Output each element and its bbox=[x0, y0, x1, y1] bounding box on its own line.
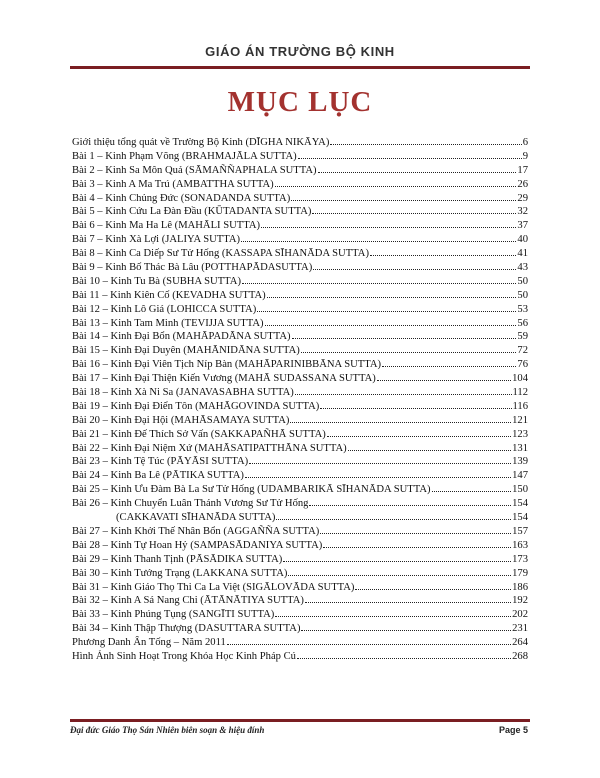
toc-leader-dots bbox=[323, 538, 511, 548]
toc-entry-title: Bài 1 – Kinh Phạm Võng (BRAHMAJĀLA SUTTA) bbox=[72, 150, 297, 162]
toc-entry-page: 116 bbox=[512, 400, 528, 412]
toc-entry-title: Bài 30 – Kinh Tướng Trạng (LAKKANA SUTTA) bbox=[72, 567, 288, 579]
toc-leader-dots bbox=[267, 288, 517, 298]
toc-entry-page: 9 bbox=[522, 150, 528, 162]
toc-entry-title: Bài 31 – Kinh Giáo Thọ Thi Ca La Việt (SIGĀLOVĀDA SUTTA) bbox=[72, 581, 355, 593]
toc-entry[interactable] bbox=[72, 274, 528, 288]
toc-entry-page: 173 bbox=[512, 553, 528, 565]
toc-entry-page: 231 bbox=[512, 623, 528, 635]
toc-leader-dots bbox=[330, 135, 521, 145]
page-number: Page 5 bbox=[498, 725, 528, 735]
toc-entry[interactable] bbox=[72, 482, 528, 496]
toc-entry-title: Bài 10 – Kinh Tu Bà (SUBHA SUTTA) bbox=[72, 275, 241, 287]
toc-entry-page: 163 bbox=[512, 539, 528, 551]
toc-leader-dots bbox=[276, 510, 511, 520]
toc-entry[interactable] bbox=[72, 329, 528, 343]
toc-entry[interactable] bbox=[72, 496, 528, 510]
toc-entry[interactable] bbox=[72, 468, 528, 482]
toc-entry-title: Bài 23 – Kinh Tệ Túc (PĀYĀSI SUTTA) bbox=[72, 456, 249, 468]
toc-entry[interactable] bbox=[72, 191, 528, 205]
toc-leader-dots bbox=[301, 343, 517, 353]
toc-entry[interactable] bbox=[72, 135, 528, 149]
toc-entry[interactable] bbox=[72, 260, 528, 274]
toc-leader-dots bbox=[283, 552, 511, 562]
toc-entry[interactable] bbox=[72, 566, 528, 580]
toc-entry-page: 157 bbox=[512, 525, 528, 537]
toc-entry[interactable] bbox=[72, 538, 528, 552]
toc-entry-page: 268 bbox=[512, 650, 528, 662]
toc-leader-dots bbox=[257, 302, 516, 312]
toc-entry-page: 37 bbox=[517, 220, 528, 232]
toc-entry-page: 264 bbox=[512, 637, 528, 649]
toc-entry-title: Phương Danh Ấn Tống – Năm 2011 bbox=[72, 637, 226, 649]
toc-leader-dots bbox=[275, 177, 517, 187]
toc-entry-page: 6 bbox=[522, 137, 528, 148]
toc-entry[interactable] bbox=[72, 288, 528, 302]
toc-entry-title: Bài 25 – Kinh Ưu Đàm Bà La Sư Tử Hống (UDAMBARIKĀ SĪHANĀDA SUTTA) bbox=[72, 484, 431, 496]
toc-leader-dots bbox=[297, 649, 511, 659]
toc-entry[interactable] bbox=[72, 621, 528, 635]
footer-author: Đại đức Giáo Thọ Sán Nhiên biên soạn & hiệu đính bbox=[70, 725, 265, 735]
toc-entry[interactable] bbox=[72, 607, 528, 621]
toc-entry-title: Bài 33 – Kinh Phúng Tụng (SANGĪTI SUTTA) bbox=[72, 609, 275, 621]
toc-entry[interactable] bbox=[72, 454, 528, 468]
toc-leader-dots bbox=[242, 274, 516, 284]
toc-entry-page: 154 bbox=[512, 512, 528, 524]
toc-leader-dots bbox=[348, 441, 511, 451]
toc-entry[interactable] bbox=[72, 399, 528, 413]
toc-leader-dots bbox=[313, 260, 516, 270]
toc-leader-dots bbox=[295, 385, 512, 395]
toc-heading: MỤC LỤC bbox=[227, 86, 373, 118]
toc-entry-title: Bài 29 – Kinh Thanh Tịnh (PĀSĀDIKA SUTTA) bbox=[72, 553, 283, 565]
toc-entry[interactable] bbox=[72, 552, 528, 566]
toc-entry-title: Bài 17 – Kinh Đại Thiện Kiến Vương (MAHĀ SUDASSANA SUTTA) bbox=[72, 373, 376, 385]
toc-leader-dots bbox=[241, 232, 516, 242]
toc-entry[interactable] bbox=[72, 510, 528, 524]
toc-entry-title: Bài 18 – Kinh Xà Ni Sa (JANAVASABHA SUTTA) bbox=[72, 387, 294, 399]
toc-entry-page: 121 bbox=[512, 414, 528, 426]
toc-entry[interactable] bbox=[72, 524, 528, 538]
toc-leader-dots bbox=[432, 482, 512, 492]
toc-entry[interactable] bbox=[72, 427, 528, 441]
toc-entry[interactable] bbox=[72, 649, 528, 663]
toc-entry-page: 131 bbox=[512, 442, 528, 454]
toc-entry-title: Bài 16 – Kinh Đại Viên Tịch Níp Bàn (MAHĀPARINIBBĀNA SUTTA) bbox=[72, 359, 382, 371]
toc-leader-dots bbox=[227, 635, 511, 645]
toc-entry-page: 26 bbox=[517, 178, 528, 190]
toc-entry-page: 29 bbox=[517, 192, 528, 204]
toc-entry-title: Bài 27 – Kinh Khởi Thế Nhân Bổn (AGGAÑÑA SUTTA) bbox=[72, 525, 320, 537]
toc-entry[interactable] bbox=[72, 316, 528, 330]
toc-entry-title: Bài 13 – Kinh Tam Minh (TEVIJJA SUTTA) bbox=[72, 317, 264, 329]
toc-entry[interactable] bbox=[72, 413, 528, 427]
toc-leader-dots bbox=[377, 371, 511, 381]
toc-entry-title: Bài 9 – Kinh Bố Thác Bà Lâu (POTTHAPĀDASUTTA) bbox=[72, 262, 313, 274]
toc-entry-page: 76 bbox=[517, 359, 528, 371]
toc-entry-title: Bài 21 – Kinh Đế Thích Sở Vấn (SAKKAPAÑHĀ SUTTA) bbox=[72, 428, 326, 440]
toc-entry-title: Bài 6 – Kinh Ma Ha Lê (MAHĀLI SUTTA) bbox=[72, 220, 261, 232]
toc-entry-page: 123 bbox=[512, 428, 528, 440]
toc-entry[interactable] bbox=[72, 635, 528, 649]
footer-divider bbox=[70, 719, 530, 722]
toc-leader-dots bbox=[290, 413, 511, 423]
toc-leader-dots bbox=[370, 246, 516, 256]
toc-entry-page: 72 bbox=[517, 345, 528, 357]
toc-leader-dots bbox=[275, 607, 511, 617]
toc-leader-dots bbox=[382, 357, 516, 367]
toc-leader-dots bbox=[312, 204, 516, 214]
toc-entry[interactable] bbox=[72, 593, 528, 607]
toc-entry-page: 112 bbox=[512, 387, 528, 399]
toc-entry-title: Bài 7 – Kinh Xà Lợi (JALIYA SUTTA) bbox=[72, 234, 241, 246]
toc-entry[interactable] bbox=[72, 385, 528, 399]
toc-leader-dots bbox=[298, 149, 522, 159]
toc-entry[interactable] bbox=[72, 580, 528, 594]
toc-entry[interactable] bbox=[72, 302, 528, 316]
toc-leader-dots bbox=[245, 468, 511, 478]
toc-entry-title: Bài 19 – Kinh Đại Điển Tôn (MAHĀGOVINDA SUTTA) bbox=[72, 400, 320, 412]
toc-entry-page: 53 bbox=[517, 303, 528, 315]
toc-entry[interactable] bbox=[72, 163, 528, 177]
page-header-title: GIÁO ÁN TRƯỜNG BỘ KINH bbox=[205, 44, 395, 59]
toc-entry-title: Bài 22 – Kinh Đại Niệm Xứ (MAHĀSATIPATTHĀNA SUTTA) bbox=[72, 442, 347, 454]
toc-leader-dots bbox=[301, 621, 511, 631]
toc-leader-dots bbox=[292, 329, 517, 339]
toc-list bbox=[72, 135, 528, 663]
toc-entry-title: Bài 20 – Kinh Đại Hội (MAHĀSAMAYA SUTTA) bbox=[72, 414, 290, 426]
toc-entry-page: 192 bbox=[512, 595, 528, 607]
header-divider bbox=[70, 66, 530, 69]
toc-entry-title: Bài 28 – Kinh Tự Hoan Hỷ (SAMPASĀDANIYA SUTTA) bbox=[72, 539, 323, 551]
toc-entry[interactable] bbox=[72, 149, 528, 163]
toc-entry-title: Bài 14 – Kinh Đại Bổn (MAHĀPADĀNA SUTTA) bbox=[72, 331, 291, 343]
toc-entry-page: 43 bbox=[517, 262, 528, 274]
toc-entry-page: 40 bbox=[517, 234, 528, 246]
toc-leader-dots bbox=[291, 191, 516, 201]
toc-entry-page: 32 bbox=[517, 206, 528, 218]
toc-leader-dots bbox=[305, 593, 511, 603]
toc-leader-dots bbox=[355, 580, 511, 590]
toc-entry-title: Bài 5 – Kinh Cứu La Đàn Đầu (KŪTADANTA SUTTA) bbox=[72, 206, 312, 218]
toc-entry[interactable] bbox=[72, 204, 528, 218]
toc-entry[interactable] bbox=[72, 371, 528, 385]
toc-entry-page: 41 bbox=[517, 248, 528, 260]
toc-leader-dots bbox=[288, 566, 511, 576]
toc-leader-dots bbox=[327, 427, 511, 437]
toc-entry-title: (CAKKAVATI SĪHANĀDA SUTTA) bbox=[116, 512, 276, 524]
toc-entry-page: 186 bbox=[512, 581, 528, 593]
toc-entry-title: Bài 3 – Kinh A Ma Trú (AMBATTHA SUTTA) bbox=[72, 178, 274, 190]
toc-entry-title: Bài 15 – Kinh Đại Duyên (MAHĀNIDĀNA SUTTA) bbox=[72, 345, 300, 357]
toc-entry-page: 104 bbox=[512, 373, 528, 385]
toc-entry[interactable] bbox=[72, 232, 528, 246]
toc-leader-dots bbox=[309, 496, 511, 506]
toc-leader-dots bbox=[249, 454, 511, 464]
toc-entry-title: Bài 34 – Kinh Thập Thượng (DASUTTARA SUTTA) bbox=[72, 623, 301, 635]
toc-entry-title: Bài 8 – Kinh Ca Diếp Sư Tử Hống (KASSAPA SĪHANĀDA SUTTA) bbox=[72, 248, 369, 260]
toc-entry-page: 50 bbox=[517, 275, 528, 287]
toc-entry-page: 150 bbox=[512, 484, 528, 496]
toc-entry-page: 179 bbox=[512, 567, 528, 579]
toc-entry-title: Bài 32 – Kinh A Sá Nang Chi (ĀTĀNĀTIYA SUTTA) bbox=[72, 595, 304, 607]
toc-entry-page: 17 bbox=[517, 164, 528, 176]
toc-leader-dots bbox=[265, 316, 517, 326]
toc-entry[interactable] bbox=[72, 343, 528, 357]
toc-entry-title: Bài 2 – Kinh Sa Môn Quả (SĀMAÑÑAPHALA SUTTA) bbox=[72, 164, 317, 176]
toc-entry-title: Bài 4 – Kinh Chủng Đức (SONADANDA SUTTA) bbox=[72, 192, 291, 204]
toc-leader-dots bbox=[320, 524, 511, 534]
toc-entry-title: Bài 12 – Kinh Lô Giá (LOHICCA SUTTA) bbox=[72, 303, 257, 315]
toc-leader-dots bbox=[318, 163, 517, 173]
toc-entry[interactable] bbox=[72, 177, 528, 191]
toc-entry-page: 56 bbox=[517, 317, 528, 329]
toc-entry-title: Bài 24 – Kinh Ba Lê (PĀTIKA SUTTA) bbox=[72, 470, 244, 482]
toc-entry[interactable] bbox=[72, 246, 528, 260]
toc-entry-page: 202 bbox=[512, 609, 528, 621]
toc-entry-page: 139 bbox=[512, 456, 528, 468]
toc-entry-page: 147 bbox=[512, 470, 528, 482]
toc-entry[interactable] bbox=[72, 441, 528, 455]
toc-entry[interactable] bbox=[72, 218, 528, 232]
toc-entry-title: Bài 11 – Kinh Kiên Cố (KEVADHA SUTTA) bbox=[72, 289, 266, 301]
toc-leader-dots bbox=[320, 399, 511, 409]
toc-entry-title: Bài 26 – Kinh Chuyển Luân Thánh Vương Sư Tử Hống bbox=[72, 498, 309, 510]
toc-leader-dots bbox=[261, 218, 516, 228]
toc-entry-title: Giới thiệu tổng quát về Trường Bộ Kinh (DĪGHA NIKĀYA) bbox=[72, 137, 330, 148]
toc-entry-page: 59 bbox=[517, 331, 528, 343]
toc-entry[interactable] bbox=[72, 357, 528, 371]
toc-entry-page: 50 bbox=[517, 289, 528, 301]
toc-entry-title: Hình Ảnh Sinh Hoạt Trong Khóa Học Kinh Pháp Cú bbox=[72, 650, 296, 662]
toc-entry-page: 154 bbox=[512, 498, 528, 510]
